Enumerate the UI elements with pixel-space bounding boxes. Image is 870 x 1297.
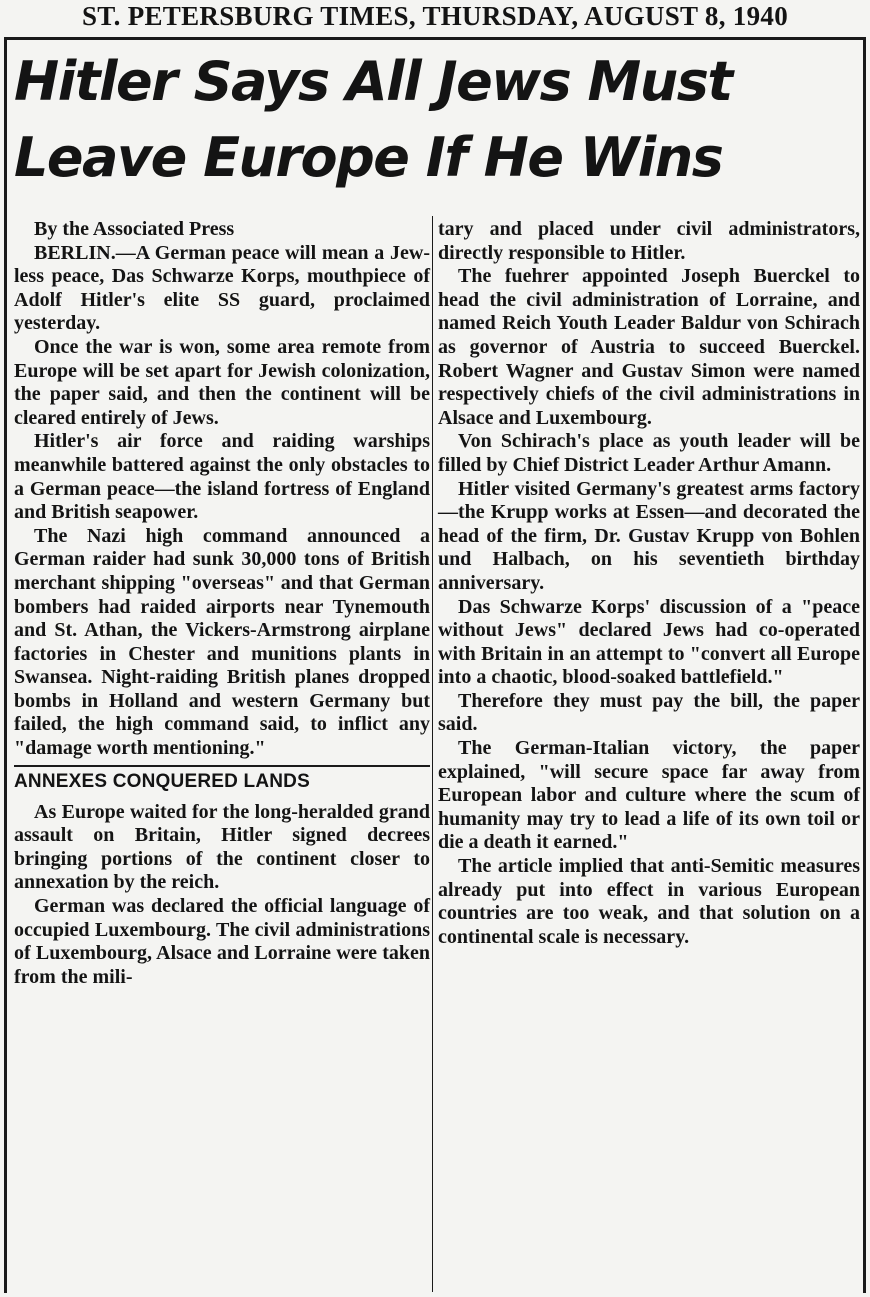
paragraph: The fuehrer appointed Joseph Buerckel to head the civil administration of Lorraine, and named Reich Youth Leader Baldur von Schirach as governor of Austria to succeed Buerckel. Robert Wagner and Gustav Simon were named respectively chiefs of the civil administrations in Alsace and Luxembourg. [438, 265, 860, 429]
paragraph: Once the war is won, some area remote from Europe will be set apart for Jewish colonization, the paper said, and then the continent will be cleared entirely of Jews. [14, 335, 430, 429]
paragraph: German was declared the official language of occupied Luxembourg. The civil administrations of Luxembourg, Alsace and Lorraine were taken from the mili- [14, 895, 430, 988]
paragraph: Therefore they must pay the bill, the paper said. [438, 689, 860, 736]
right-column [438, 218, 860, 949]
paragraph: The article implied that anti-Semitic measures already put into effect in various European countries are too weak, and that solution on a continental scale is necessary. [438, 855, 860, 948]
paragraph: Hitler's air force and raiding warships meanwhile battered against the only obstacles to a German peace—the island fortress of England and British seapower. [14, 430, 430, 524]
masthead: ST. PETERSBURG TIMES, THURSDAY, AUGUST 8, 1940 [81, 1, 789, 31]
byline: By the Associated Press [34, 218, 235, 240]
paragraph: The Nazi high command announced a German raider had sunk 30,000 tons of British merchant shipping "overseas" and that German bombers had raided airports near Tynemouth and St. Athan, the Vickers-Armstrong airplane factories in Chester and munitions plants in Swansea. Night-raiding British planes dropped bombs in Holland and western Germany but failed, the high command said, to inflict any "damage worth mentioning." [14, 524, 430, 760]
paragraph: Von Schirach's place as youth leader will be filled by Chief District Leader Arthur Amann. [438, 430, 860, 476]
paragraph: The German-Italian victory, the paper explained, "will secure space far away from European labor and culture where the scum of humanity may try to lead a life of its own toil or die a death it earned." [438, 737, 860, 854]
headline [14, 44, 860, 196]
paragraph: As Europe waited for the long-heralded grand assault on Britain, Hitler signed decrees bringing portions of the continent closer to annexation by the reich. [14, 800, 430, 894]
subheading: ANNEXES CONQUERED LANDS [14, 765, 430, 795]
column-divider [432, 216, 433, 1292]
paragraph: Hitler visited Germany's greatest arms factory—the Krupp works at Essen—and decorated the head of the firm, Dr. Gustav Krupp von Bohlen und Halbach, on his seventieth birthday anniversary. [438, 477, 860, 594]
left-column [14, 218, 430, 989]
headline-line-1: Hitler Says All Jews Must [14, 50, 732, 113]
paragraph: tary and placed under civil administrators, directly responsible to Hitler. [438, 218, 860, 264]
paragraph: Das Schwarze Korps' discussion of a "peace without Jews" declared Jews had co-operated with Britain in an attempt to "convert all Europe into a chaotic, blood-soaked battlefield." [438, 595, 860, 689]
paragraph: BERLIN.—A German peace will mean a Jew-less peace, Das Schwarze Korps, mouthpiece of Adolf Hitler's elite SS guard, proclaimed yesterday. [14, 241, 430, 335]
headline-line-2: Leave Europe If He Wins [14, 126, 723, 189]
